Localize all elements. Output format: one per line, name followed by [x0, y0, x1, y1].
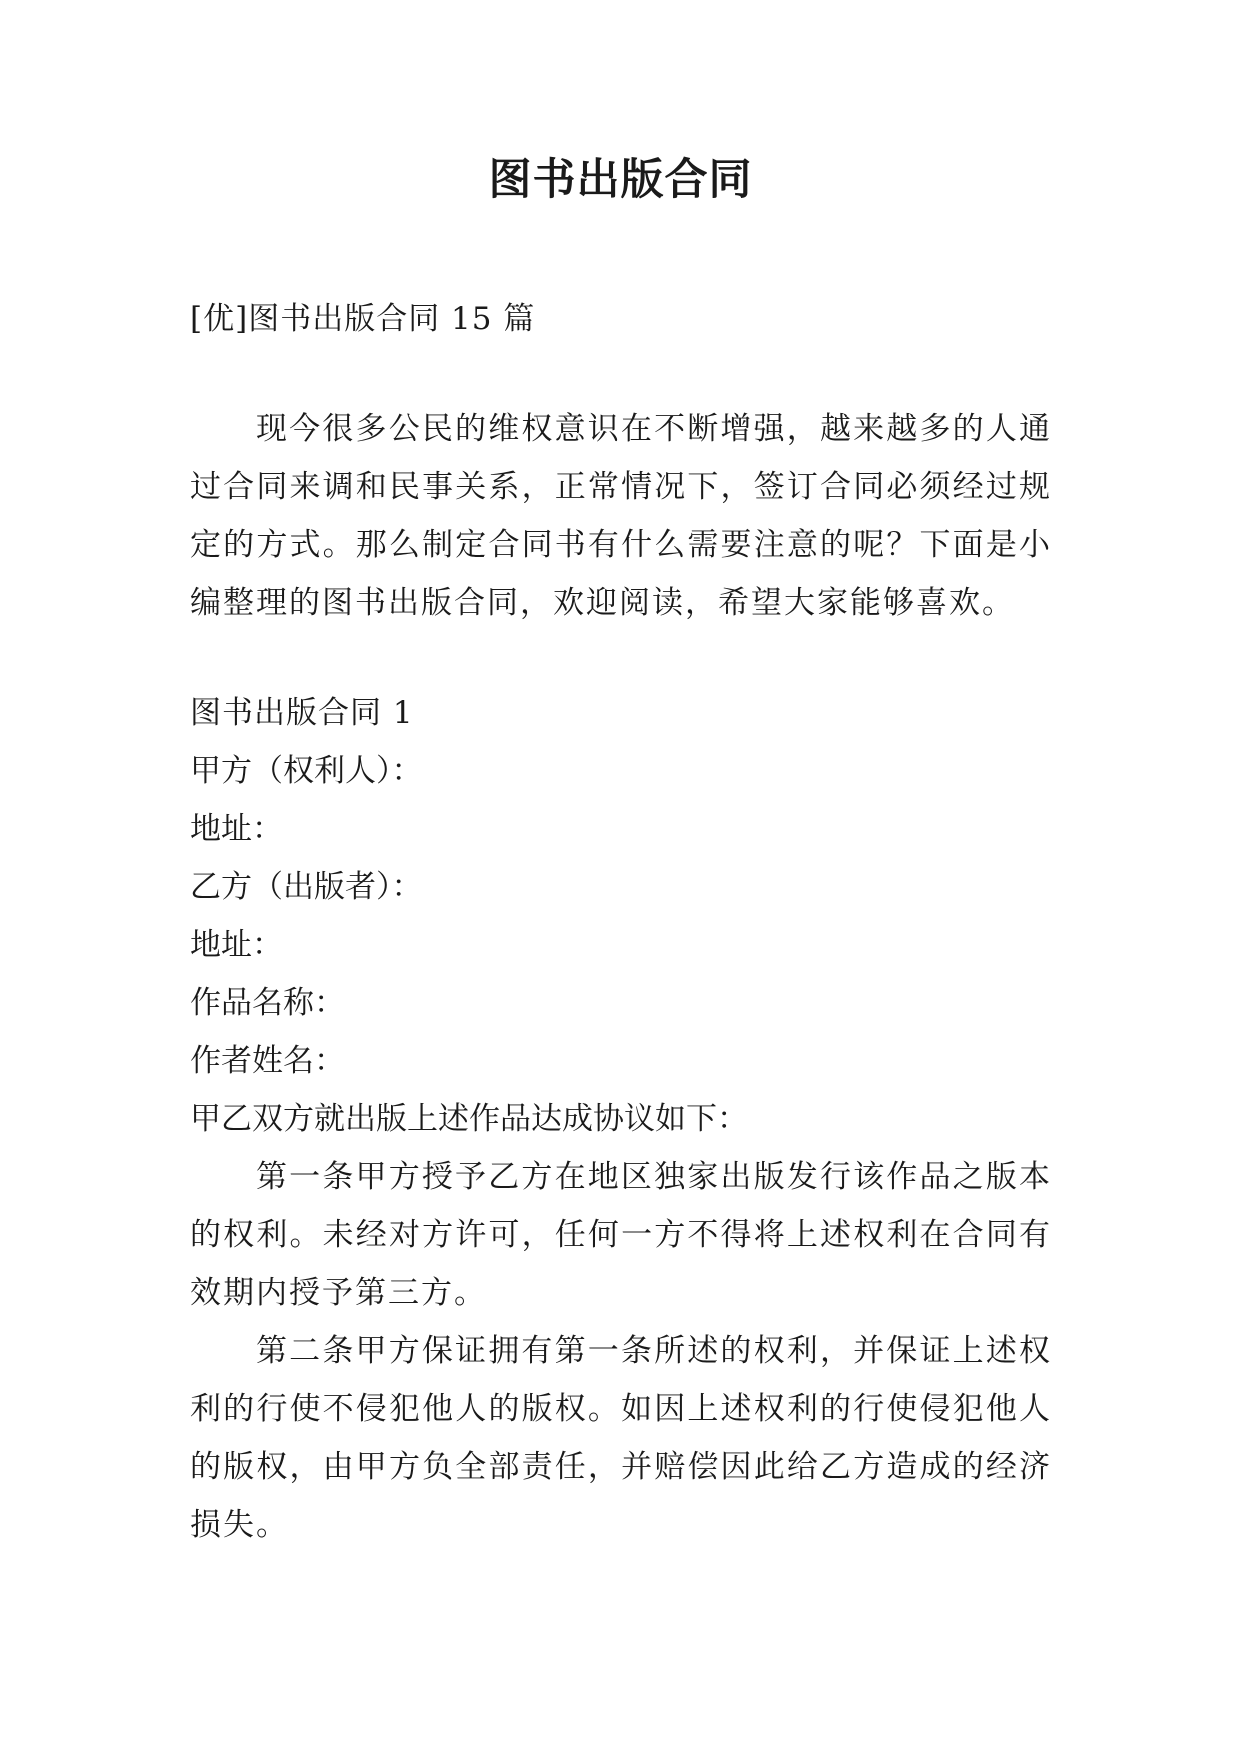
- author-name-field: 作者姓名：: [190, 1043, 345, 1079]
- party-a-field: 甲方（权利人）：: [190, 753, 423, 789]
- work-name-field: 作品名称：: [190, 985, 345, 1021]
- agreement-intro: 甲乙双方就出版上述作品达成协议如下：: [190, 1101, 748, 1137]
- document-subtitle: [优]图书出版合同 15 篇: [190, 301, 536, 337]
- party-a-address-field: 地址：: [190, 811, 283, 847]
- document-title: 图书出版合同: [488, 155, 753, 205]
- party-b-address-field: 地址：: [190, 927, 283, 963]
- article-2: 第二条甲方保证拥有第一条所述的权利，并保证上述权利的行使不侵犯他人的版权。如因上述权利的行使侵犯他人的版权，由甲方负全部责任，并赔偿因此给乙方造成的经济损失。: [190, 1333, 1052, 1543]
- section-title: 图书出版合同 1: [190, 695, 414, 731]
- intro-paragraph: 现今很多公民的维权意识在不断增强，越来越多的人通过合同来调和民事关系，正常情况下，签订合同必须经过规定的方式。那么制定合同书有什么需要注意的呢？下面是小编整理的图书出版合同，欢迎阅读，希望大家能够喜欢。: [190, 411, 1052, 621]
- party-b-field: 乙方（出版者）：: [190, 869, 423, 905]
- article-1: 第一条甲方授予乙方在地区独家出版发行该作品之版本的权利。未经对方许可，任何一方不得将上述权利在合同有效期内授予第三方。: [190, 1159, 1052, 1311]
- spacer: [190, 348, 1052, 400]
- spacer: [190, 632, 1052, 684]
- document-body: [190, 290, 1052, 1554]
